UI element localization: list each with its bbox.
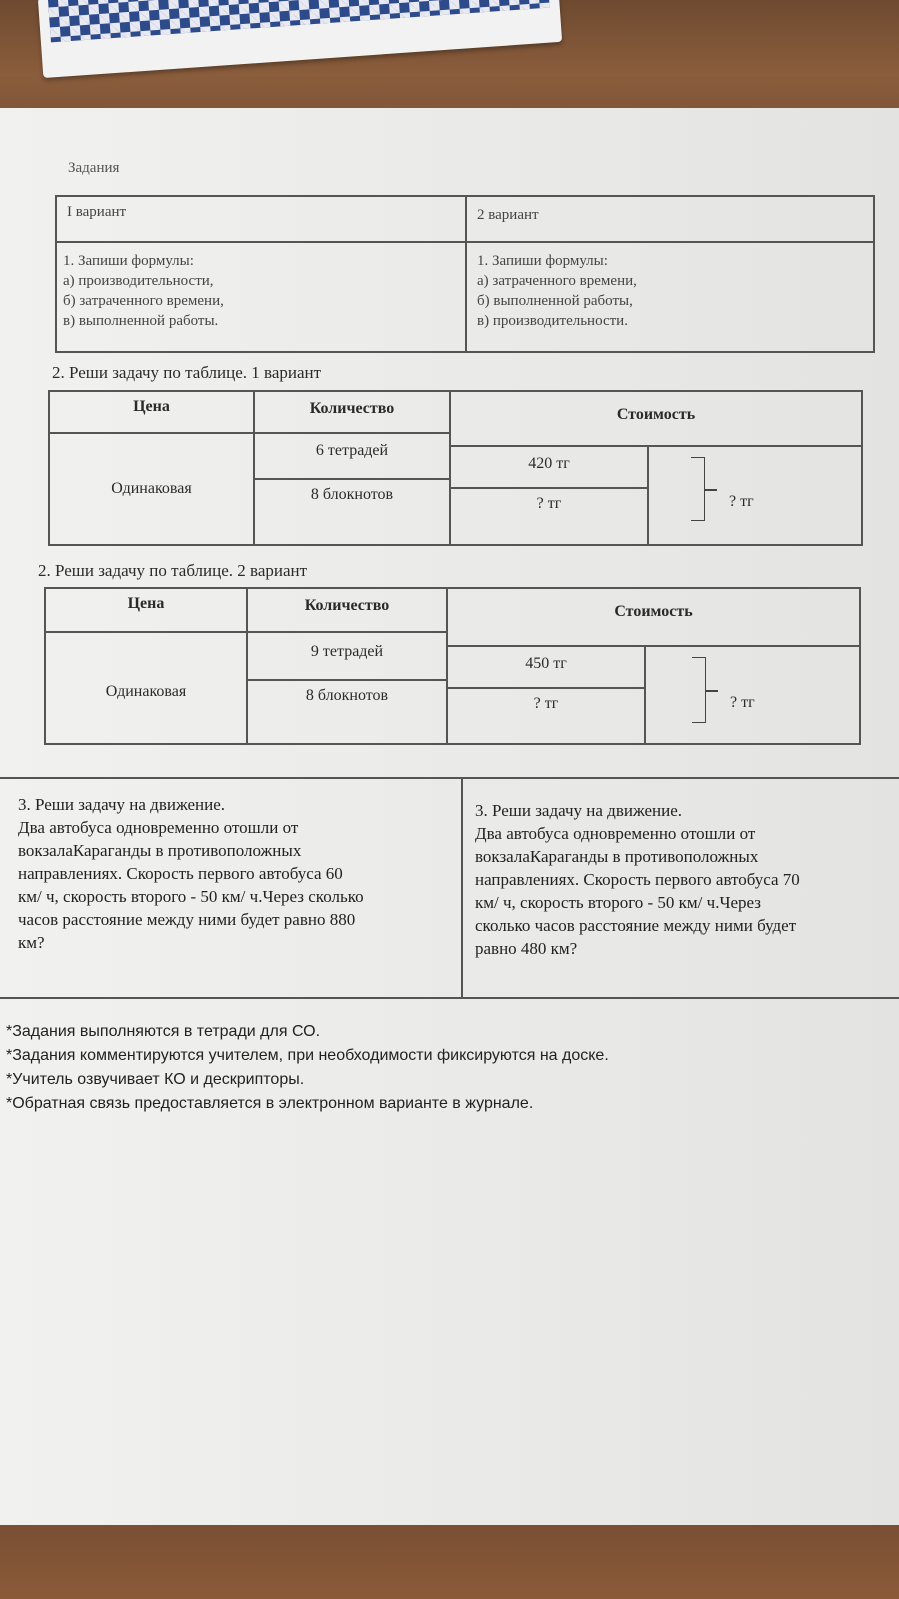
task3-v2-heading: 3. Реши задачу на движение. (475, 801, 683, 820)
task1-variant2 (466, 242, 874, 352)
qty1-value: 6 тетрадей (315, 442, 389, 459)
task2-v1-table (48, 390, 863, 546)
col-price-label: Цена (127, 595, 165, 612)
task3-v1-line3: направлениях. Скорость первого автобуса 60 (18, 864, 343, 883)
task3-variant1 (0, 778, 462, 998)
task2-v1-qty2 (254, 479, 450, 545)
task2-v1-price (49, 433, 254, 545)
task3-v2-line5: сколько часов расстояние между ними будет (475, 916, 797, 935)
task3-v1-line6: км? (18, 933, 45, 952)
task3-v1-line5: часов расстояние между ними будет равно 880 (18, 910, 356, 929)
total-value: ? тг (729, 493, 754, 510)
col-price-label: Цена (133, 398, 170, 415)
task3-v2-line1: Два автобуса одновременно отошли от (475, 824, 756, 843)
variant1-header (56, 196, 466, 242)
price-value: Одинаковая (105, 683, 187, 700)
task3-v2-line4: км/ ч, скорость второго - 50 км/ ч.Через (475, 893, 762, 912)
task3-v1-line4: км/ ч, скорость второго - 50 км/ ч.Через сколько (18, 887, 364, 906)
task3-v1-line1: Два автобуса одновременно отошли от (18, 818, 299, 837)
cost2-value: ? тг (536, 495, 562, 512)
qty2-value: 8 блокнотов (310, 486, 394, 503)
note-item: *Задания выполняются в тетради для СО. (6, 1023, 321, 1040)
task2-v2-price (45, 632, 247, 744)
wood-table-bottom (0, 1525, 899, 1599)
task2-v2-col-qty (247, 588, 447, 632)
task1-variant1 (56, 242, 466, 352)
task2-v1-cost2 (450, 488, 648, 545)
bracket-tick-icon (706, 690, 718, 692)
col-qty-label: Количество (304, 597, 390, 614)
price-value: Одинаковая (111, 480, 192, 497)
bracket-tick-icon (705, 489, 717, 491)
task2-v1-cost1 (450, 446, 648, 488)
task2-v1-qty1 (254, 433, 450, 479)
task1-v2-c: в) производительности. (477, 313, 628, 329)
note-item: *Учитель озвучивает КО и дескрипторы. (6, 1071, 305, 1088)
note-item: *Обратная связь предоставляется в электронном варианте в журнале. (6, 1095, 534, 1112)
cost1-value: 420 тг (528, 455, 570, 472)
task2-v2-cost1 (447, 646, 645, 688)
task2-v1-heading: 2. Реши задачу по таблице. 1 вариант (52, 363, 322, 382)
task2-v2-table (44, 587, 861, 745)
task1-v1-c: в) выполненной работы. (63, 313, 219, 329)
task2-v1-col-price (49, 391, 254, 433)
task1-v1-b: б) затраченного времени, (63, 293, 224, 309)
teacher-notes (6, 1020, 886, 1116)
task2-v2-qty1 (247, 632, 447, 680)
task1-v2-b: б) выполненной работы, (477, 293, 633, 309)
variant2-header (466, 196, 874, 242)
task1-v1-intro: 1. Запиши формулы: (63, 253, 194, 269)
col-qty-label: Количество (309, 400, 395, 417)
task2-v1-col-qty (254, 391, 450, 433)
task1-v1-a: а) производительности, (63, 273, 214, 289)
variant2-label: 2 вариант (477, 207, 539, 223)
task2-v2-total (645, 646, 860, 744)
task3-v1-heading: 3. Реши задачу на движение. (18, 795, 226, 814)
task3-v2-line6: равно 480 км? (475, 939, 578, 958)
task3-v2-line3: направлениях. Скорость первого автобуса 70 (475, 870, 800, 889)
cost2-value: ? тг (533, 695, 559, 712)
col-cost-label: Стоимость (614, 603, 693, 620)
cost1-value: 450 тг (525, 655, 567, 672)
total-value: ? тг (730, 694, 755, 711)
task1-v2-intro: 1. Запиши формулы: (477, 253, 608, 269)
task3-variant2 (462, 778, 899, 998)
variant1-label: I вариант (67, 204, 127, 220)
task3-v1-line2: вокзалаКараганды в противоположных (18, 841, 302, 860)
task2-v1-col-cost (450, 391, 862, 446)
bracket-icon (692, 657, 706, 723)
task1-table (55, 195, 875, 353)
col-cost-label: Стоимость (616, 406, 696, 423)
task2-v2-heading: 2. Реши задачу по таблице. 2 вариант (38, 561, 308, 580)
task2-v2-qty2 (247, 680, 447, 744)
qty1-value: 9 тетрадей (310, 643, 384, 660)
task1-v2-a: а) затраченного времени, (477, 273, 637, 289)
bracket-icon (691, 457, 705, 521)
task3-table (0, 777, 899, 999)
qty2-value: 8 блокнотов (305, 687, 389, 704)
task3-v2-line2: вокзалаКараганды в противоположных (475, 847, 759, 866)
task2-v2-cost2 (447, 688, 645, 744)
task2-v2-col-price (45, 588, 247, 632)
notebook-pattern (48, 0, 550, 42)
page-title: Задания (68, 160, 120, 176)
task2-v1-total (648, 446, 862, 545)
note-item: *Задания комментируются учителем, при необходимости фиксируются на доске. (6, 1047, 609, 1064)
task2-v2-col-cost (447, 588, 860, 646)
